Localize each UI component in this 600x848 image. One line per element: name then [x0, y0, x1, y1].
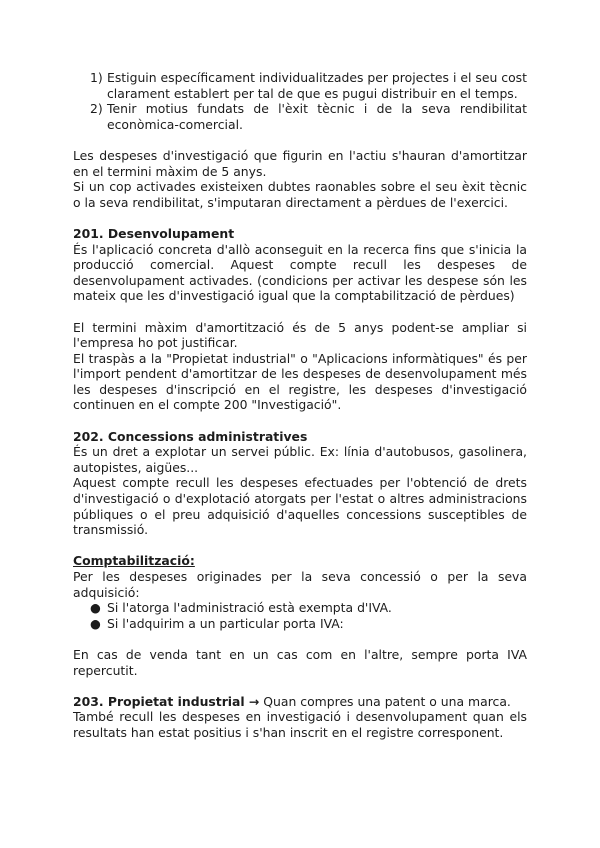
section-202-paragraph: Aquest compte recull les despeses efectuades per l'obtenció de drets d'investigació o d'explotació atorgats per l'estat o altres administracions públiques o el preu adquisició d'aquelles concessions susceptibles de transmissió. — [73, 475, 527, 538]
doubts-paragraph: Si un cop activades existeixen dubtes raonables sobre el seu èxit tècnic o la seva rendibilitat, s'imputaran directament a pèrdues de l'exercici. — [73, 179, 527, 210]
list-item — [73, 600, 527, 616]
bullet-icon: ● — [90, 615, 101, 631]
section-201-paragraph: És l'aplicació concreta d'allò aconseguit en la recerca fins que s'inicia la producció comercial. Aquest compte recull les despeses de desenvolupament activades. (condicions per activar les despese són les mateix que les d'investigació igual que la comptabilització de pèrdues) — [73, 241, 527, 304]
section-203-title: 203. Propietat industrial → — [73, 693, 260, 709]
bullet-icon: ● — [90, 600, 101, 616]
requirements-list — [73, 70, 527, 132]
section-201-term-paragraph: El termini màxim d'amortització és de 5 anys podent-se ampliar si l'empresa ho pot justificar. — [73, 319, 527, 351]
section-202-title: 202. Concessions administratives — [73, 428, 308, 444]
section-201-title: 201. Desenvolupament — [73, 225, 235, 241]
section-201-transfer-paragraph: El traspàs a la "Propietat industrial" o "Aplicacions informàtiques" és per l'import pendent d'amortitzar de les despeses de desenvolupament més les despeses d'inscripció en el registre, les despeses d'investigació continuen en el compte 200 "Investigació". — [73, 350, 527, 413]
bullet-text: Si l'adquirim a un particular porta IVA: — [107, 615, 344, 631]
list-item-text: Tenir motius fundats de l'èxit tècnic i de la seva rendibilitat econòmica-comercial. — [107, 101, 527, 132]
list-item — [73, 70, 527, 101]
list-marker: 1) — [90, 70, 103, 85]
accounting-bullets — [73, 600, 527, 631]
section-203-rest: També recull les despeses en investigació i desenvolupament quan els resultats han estat positius i s'han inscrit en el registre corresponent. — [73, 709, 527, 740]
accounting-title: Comptabilització: — [73, 553, 195, 569]
accounting-intro: Per les despeses originades per la seva concessió o per la seva adquisició: — [73, 569, 527, 600]
list-marker: 2) — [90, 101, 103, 117]
section-202-definition: És un dret a explotar un servei públic. Ex: línia d'autobusos, gasolinera, autopistes, aigües... — [73, 444, 527, 475]
list-item — [73, 101, 527, 132]
sale-paragraph: En cas de venda tant en un cas com en l'altre, sempre porta IVA repercutit. — [73, 646, 527, 678]
bullet-text: Si l'atorga l'administració està exempta d'IVA. — [107, 600, 392, 616]
list-item-text: Estiguin específicament individualitzades per projectes i el seu cost clarament establert per tal de que es pugui distribuir en el temps. — [107, 70, 527, 101]
amortization-paragraph: Les despeses d'investigació que figurin en l'actiu s'hauran d'amortitzar en el termini màxim de 5 anys. — [73, 147, 527, 179]
list-item — [73, 616, 527, 632]
section-203-paragraph — [73, 694, 527, 710]
section-203-inline: Quan compres una patent o una marca. — [259, 693, 511, 709]
